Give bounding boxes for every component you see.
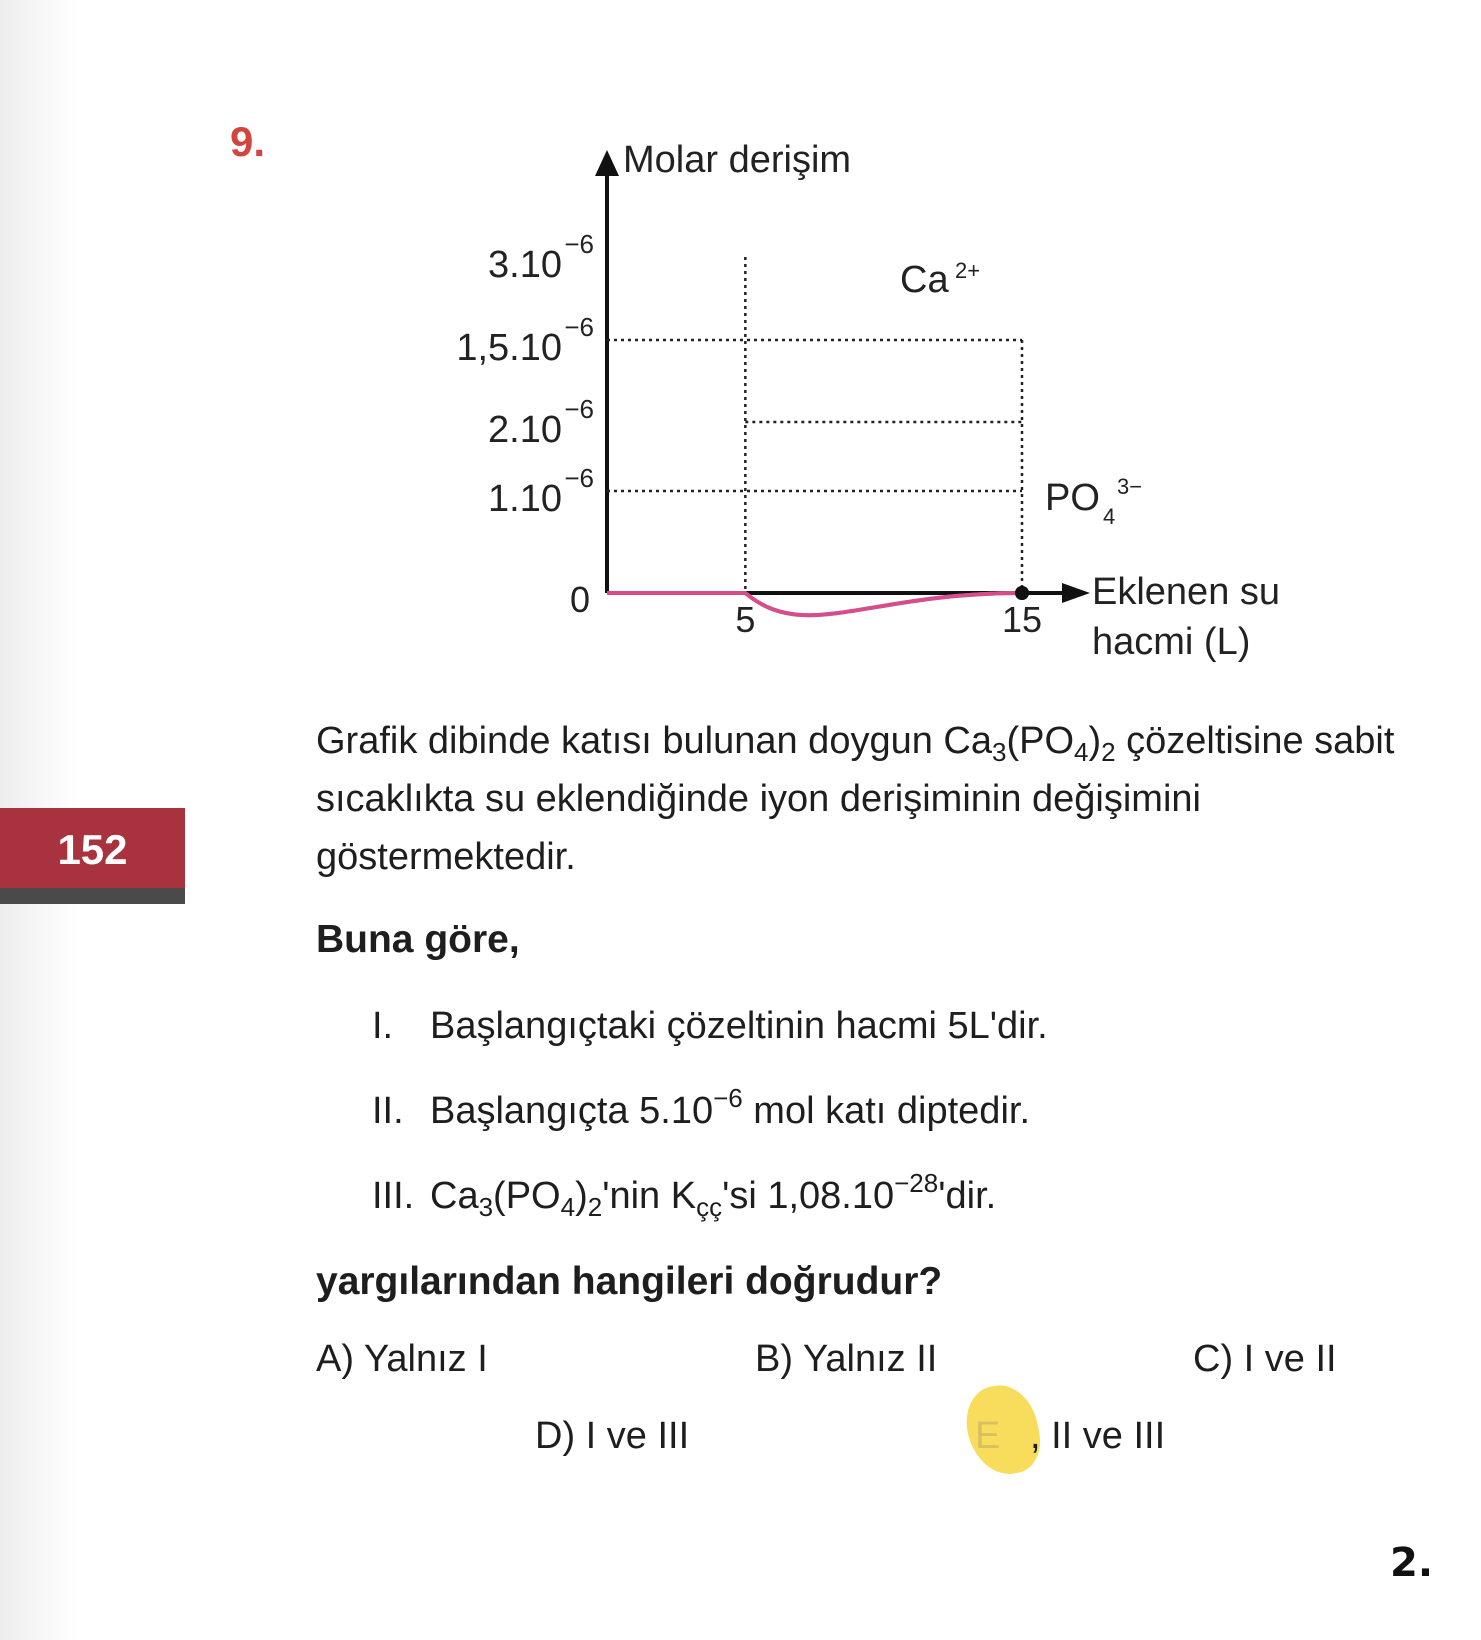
series-label-po4: PO <box>1045 477 1100 519</box>
option-c[interactable]: C) I ve II <box>1193 1338 1337 1380</box>
x-axis-label-line2: hacmi (L) <box>1092 621 1251 663</box>
y-tick-label: 1.10 <box>488 478 562 520</box>
y-tick-exponent: −6 <box>564 312 594 342</box>
x-tick-label-5: 5 <box>735 599 756 640</box>
page-number: 152 <box>57 826 128 873</box>
y-tick-label: 1,5.10 <box>456 327 562 369</box>
y-tick-exponent: −6 <box>564 463 594 493</box>
question-description: Grafik dibinde katısı bulunan doygun $Ca_3(PO_4)_2$ çözeltisine sabit sıcaklıkta su eklendiğinde iyon derişiminin değişimini göstermektedir. <box>316 720 1395 878</box>
handwritten-note: 2. <box>1390 1540 1434 1586</box>
statement-2: II. Başlangıçta $5.10^{-6}$ mol katı diptedir. <box>372 1083 1030 1132</box>
option-d[interactable]: D) I ve III <box>535 1415 690 1457</box>
y-tick-exponent: −6 <box>564 394 594 424</box>
option-a[interactable]: A) Yalnız I <box>316 1338 488 1380</box>
option-b[interactable]: B) Yalnız II <box>755 1338 938 1380</box>
option-e[interactable]: , II ve III <box>1030 1415 1166 1457</box>
lead-text: Buna göre, <box>316 918 520 961</box>
y-axis-arrow <box>595 150 619 176</box>
page-tab-stripe <box>0 888 185 904</box>
y-tick-label: 2.10 <box>488 409 562 451</box>
statement-1-number: I. <box>372 1005 394 1047</box>
y-tick-label: 3.10 <box>488 244 562 286</box>
concentration-chart <box>0 0 1481 680</box>
series-endpoint-po4 <box>1015 586 1029 600</box>
origin-label: 0 <box>569 579 591 620</box>
series-charge-po4: 3− <box>1117 474 1143 499</box>
statement-3-number: III. <box>372 1175 415 1217</box>
x-tick-label-15: 15 <box>1001 599 1043 640</box>
y-tick-exponent: −6 <box>564 229 594 259</box>
page-number-tab <box>0 808 185 904</box>
statement-1: I. Başlangıçtaki çözeltinin hacmi 5L'dir. <box>372 1005 1048 1047</box>
series-subscript-po4: 4 <box>1103 504 1116 529</box>
statement-2-number: II. <box>372 1090 404 1132</box>
question-number: 9. <box>230 118 266 165</box>
statement-3: III. $Ca_3(PO_4)_2'nin$ $K_{çç}'si$ $1,08.10^{-28}'dir$. <box>372 1168 997 1222</box>
x-axis-label-line1: Eklenen su <box>1092 571 1281 613</box>
x-axis-arrow <box>1062 583 1090 603</box>
option-e-letter: E <box>975 1415 1001 1457</box>
series-charge-ca: 2+ <box>955 258 981 283</box>
question-prompt: yargılarından hangileri doğrudur? <box>316 1260 943 1303</box>
series-label-ca: Ca <box>900 259 949 301</box>
y-axis-label: Molar derişim <box>623 139 852 181</box>
series-curve-po4 <box>607 593 1022 615</box>
